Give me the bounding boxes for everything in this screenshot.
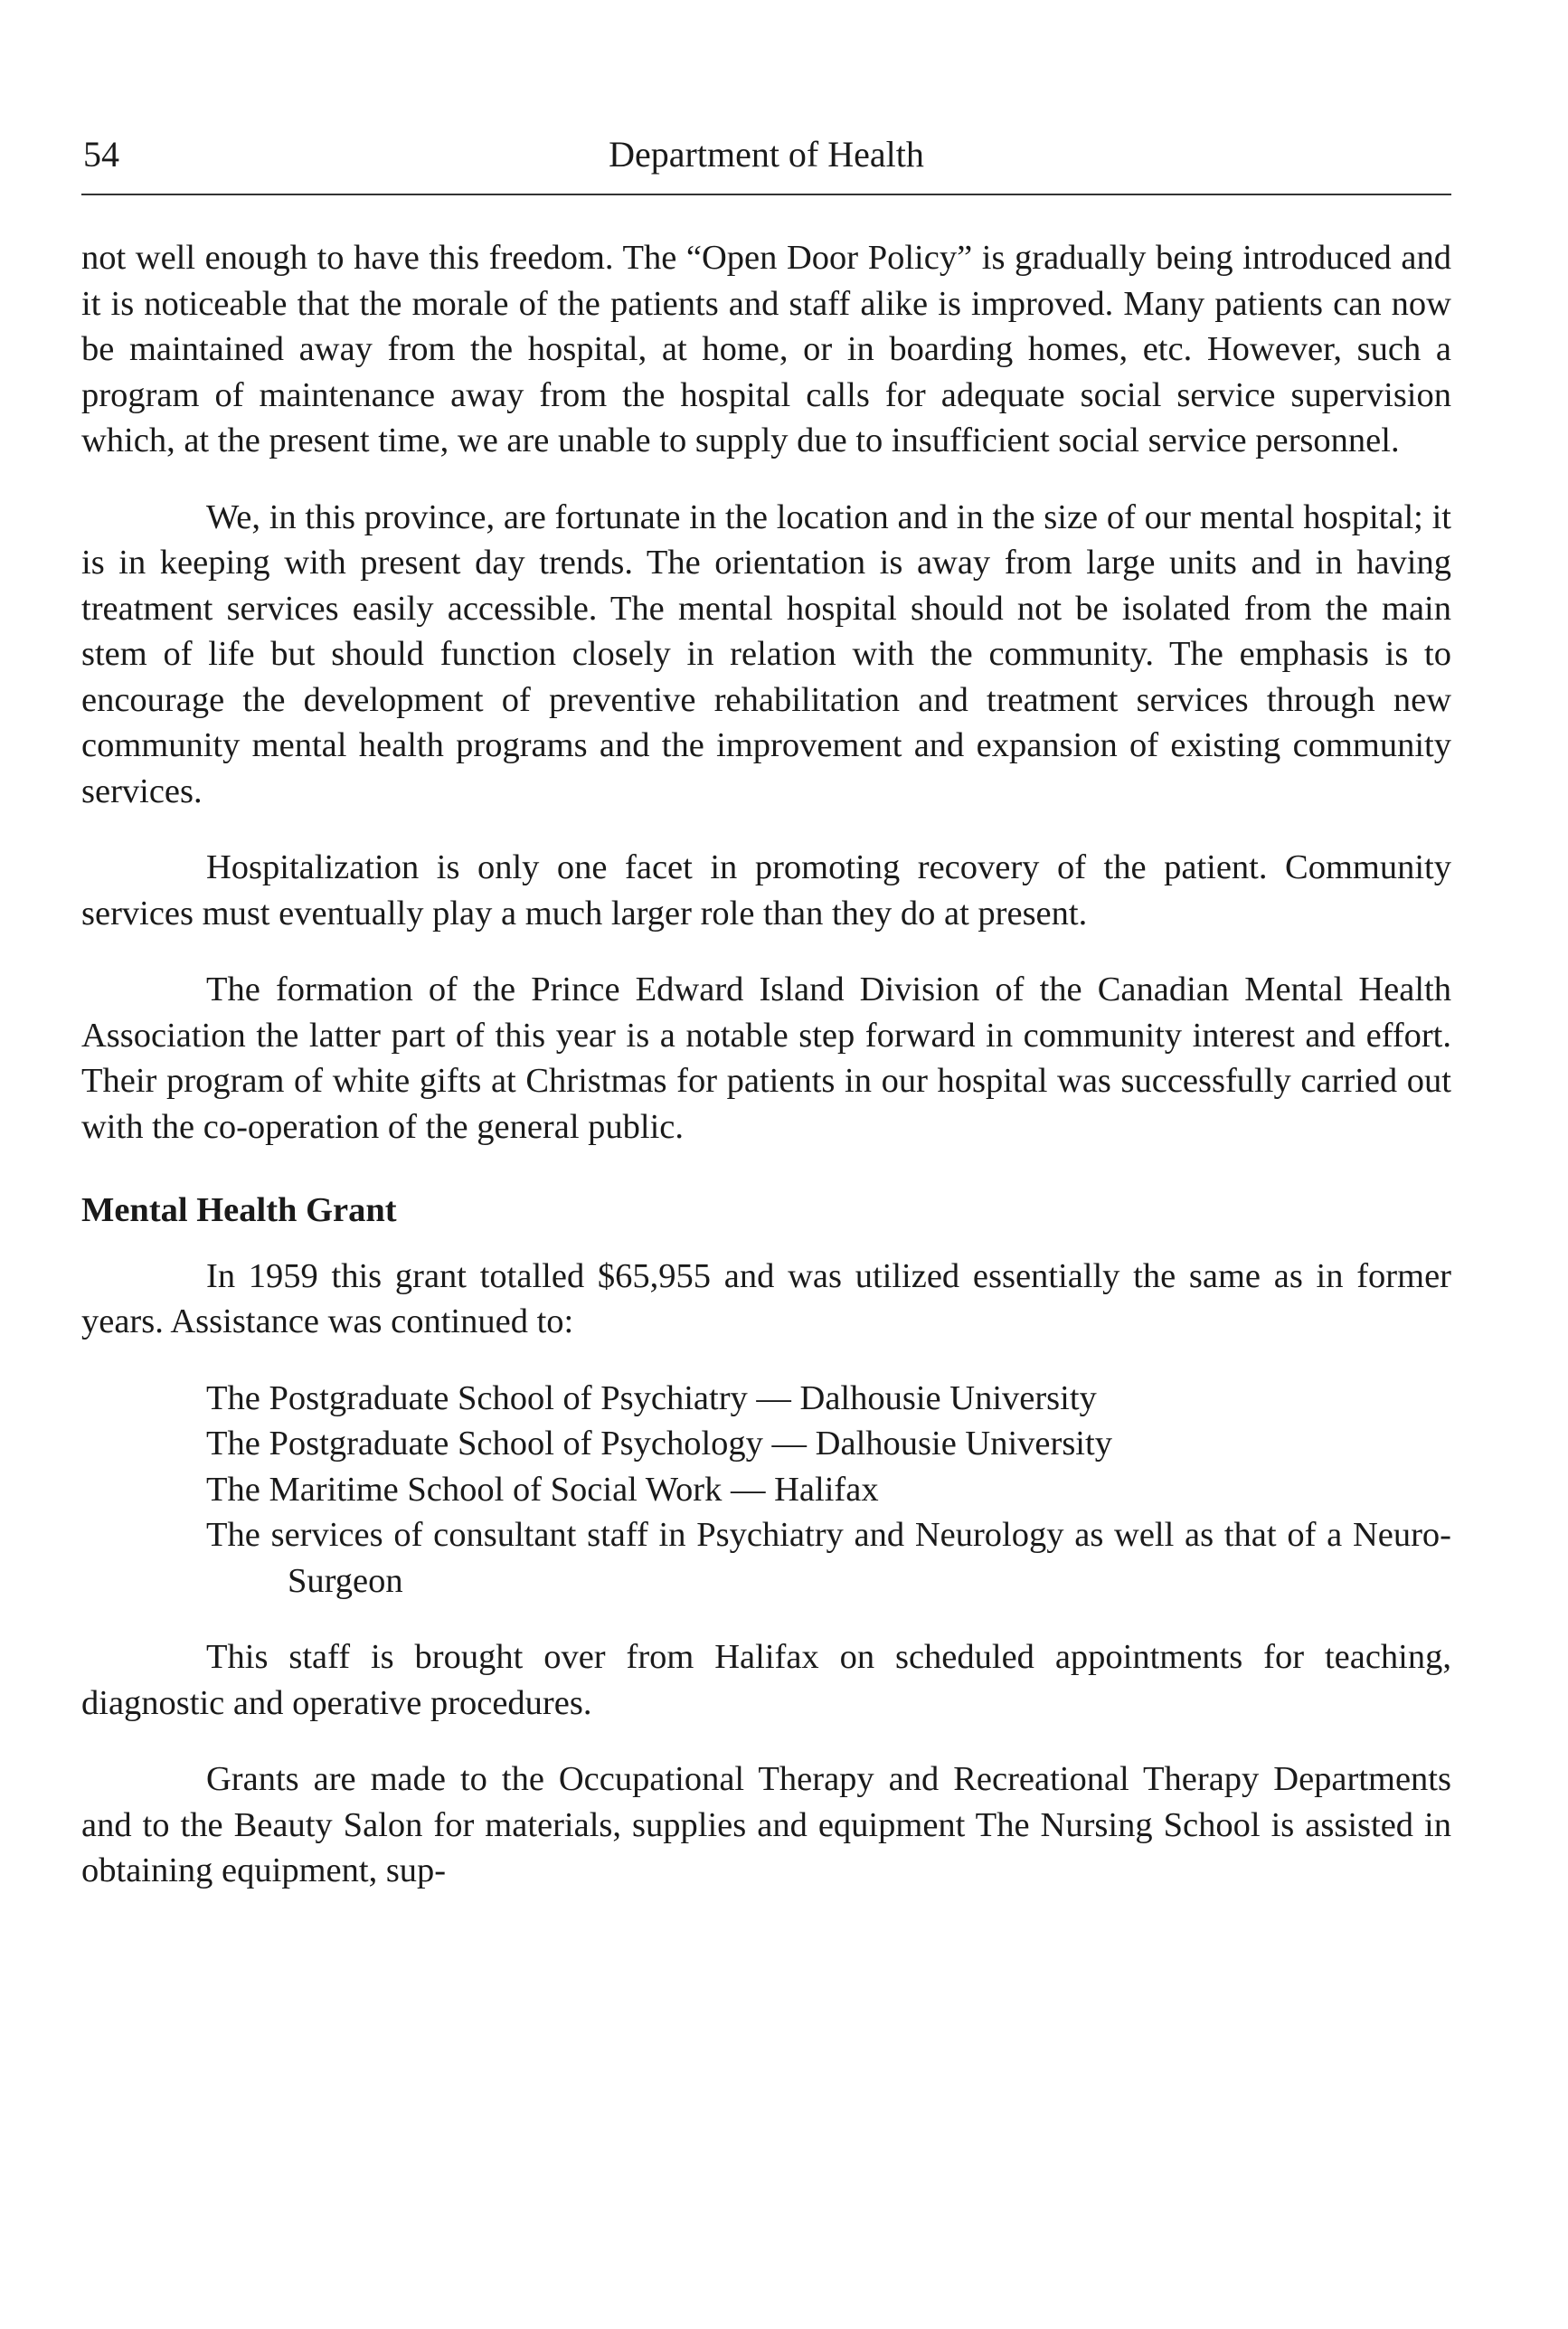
page-number: 54: [83, 134, 119, 175]
assistance-list: [81, 1376, 1451, 1605]
paragraph-grants: Grants are made to the Occupational Therapy and Recreational Therapy Departments and to the Beauty Salon for materials, supplies and equipment The Nursing School is assisted in obtaining equipment, sup-: [81, 1760, 1451, 1889]
header-rule: [81, 194, 1451, 195]
paragraph-hospitalization: Hospitalization is only one facet in promoting recovery of the patient. Community services must eventually play a much larger role than they do at present.: [81, 848, 1451, 933]
running-title: Department of Health: [609, 134, 924, 175]
paragraph-continuation: not well enough to have this freedom. The “Open Door Policy” is gradually being introduced and it is noticeable that the morale of the patients and staff alike is improved. Many patients can now be maintained away from the hospital, at home, or in boarding homes, etc. However, such a program of maintenance away from the hospital calls for adequate social service supervision which, at the present time, we are unable to supply due to insufficient social service personnel.: [81, 239, 1451, 459]
document-page: [81, 127, 1451, 1925]
paragraph-staff: This staff is brought over from Halifax on scheduled appointments for teaching, diagnostic and operative procedures.: [81, 1638, 1451, 1722]
paragraph-association: The formation of the Prince Edward Island Division of the Canadian Mental Health Association the latter part of this year is a notable step forward in community interest and effort. Their program of white gifts at Christmas for patients in our hospital was successfully carried out with the co-operation of the general public.: [81, 970, 1451, 1146]
paragraph-province: We, in this province, are fortunate in the location and in the size of our mental hospital; it is in keeping with present day trends. The orientation is away from large units and in having treatment services easily accessible. The mental hospital should not be isolated from the main stem of life but should function closely in relation with the community. The emphasis is to encourage the development of preventive rehabilitation and treatment services through new community mental health programs and the improvement and expansion of existing community services.: [81, 497, 1451, 810]
running-head: [81, 127, 1451, 183]
section-heading: Mental Health Grant: [81, 1191, 397, 1229]
list-item: The Postgraduate School of Psychiatry — Dalhousie University: [206, 1378, 1097, 1417]
list-item: The services of consultant staff in Psychiatry and Neurology as well as that of a Neuro-Surgeon: [206, 1516, 1451, 1600]
body-text: [81, 235, 1451, 1894]
paragraph-grant-intro: In 1959 this grant totalled $65,955 and was utilized essentially the same as in former years. Assistance was continued to:: [81, 1256, 1451, 1340]
list-item: The Maritime School of Social Work — Halifax: [206, 1470, 879, 1509]
list-item: The Postgraduate School of Psychology — Dalhousie University: [206, 1425, 1112, 1463]
